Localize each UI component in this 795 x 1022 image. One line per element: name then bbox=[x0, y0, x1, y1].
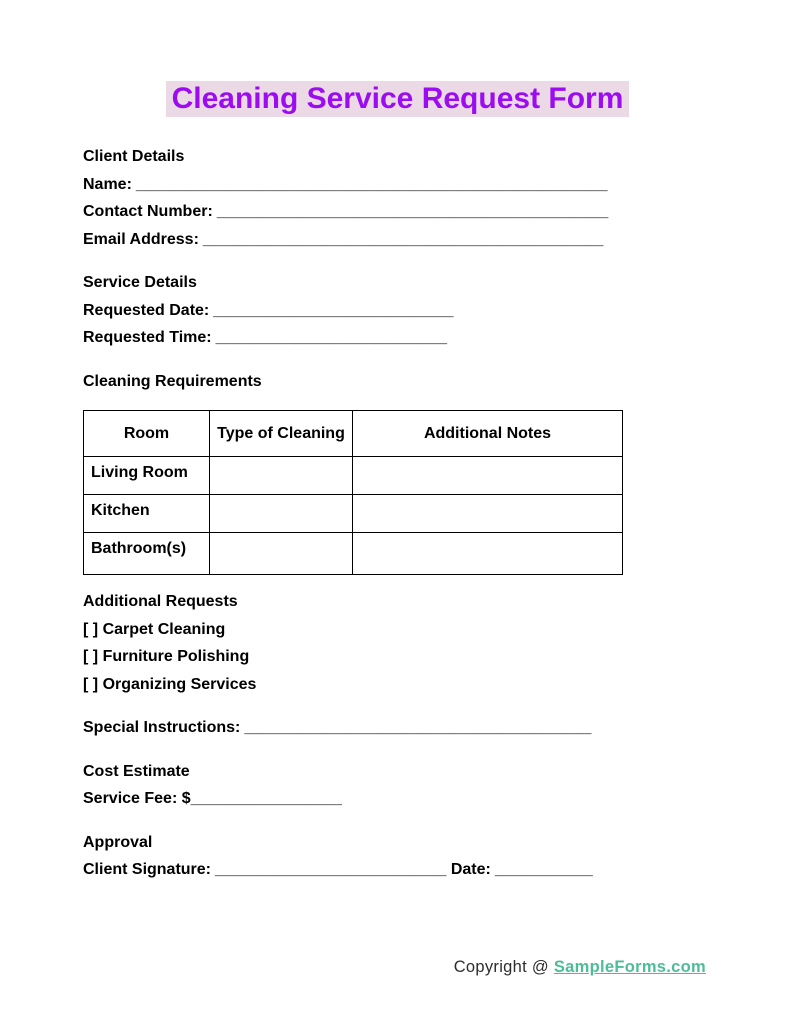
checkbox-option-carpet-cleaning bbox=[83, 616, 712, 644]
service-fee-label: Service Fee: $ bbox=[83, 790, 191, 807]
checkbox-icon: [ ] bbox=[83, 620, 99, 638]
table-row bbox=[84, 533, 623, 575]
service-fee-field bbox=[83, 785, 712, 813]
email-address-label: Email Address: bbox=[83, 230, 199, 248]
checkbox-icon: [ ] bbox=[83, 648, 99, 665]
notes-cell bbox=[353, 457, 623, 495]
column-header-room: Room bbox=[84, 411, 210, 457]
requested-date-label: Requested Date: bbox=[83, 301, 210, 319]
client-signature-field bbox=[83, 856, 712, 884]
column-header-type-of-cleaning: Type of Cleaning bbox=[210, 411, 353, 457]
checkbox-option-organizing-services bbox=[83, 671, 712, 699]
requested-time-label: Requested Time: bbox=[83, 329, 212, 346]
checkbox-option-label: Carpet Cleaning bbox=[102, 620, 226, 638]
contact-number-label: Contact Number: bbox=[83, 203, 213, 220]
client-details-heading: Client Details bbox=[83, 148, 185, 165]
client-details-section bbox=[83, 143, 712, 253]
requested-time-field bbox=[83, 324, 712, 352]
notes-cell bbox=[353, 533, 623, 575]
additional-requests-section bbox=[83, 588, 712, 698]
special-instructions-field bbox=[83, 714, 712, 742]
contact-number-blank-line: ____________________________________________ bbox=[216, 203, 609, 220]
checkbox-option-label: Furniture Polishing bbox=[102, 648, 250, 665]
date-label: Date: bbox=[450, 861, 491, 878]
checkbox-option-label: Organizing Services bbox=[102, 675, 257, 693]
type-cell bbox=[210, 533, 353, 575]
notes-cell bbox=[353, 495, 623, 533]
client-signature-blank-line: __________________________ bbox=[215, 861, 447, 878]
service-details-section bbox=[83, 269, 712, 352]
copyright-text: Copyright @ bbox=[453, 958, 549, 976]
requested-date-blank-line: ___________________________ bbox=[213, 301, 454, 319]
name-field bbox=[83, 171, 712, 199]
title-wrap bbox=[83, 81, 712, 117]
approval-section bbox=[83, 829, 712, 884]
special-instructions-section bbox=[83, 714, 712, 742]
email-address-field bbox=[83, 226, 712, 254]
room-cell-kitchen: Kitchen bbox=[84, 495, 210, 533]
table-row bbox=[84, 495, 623, 533]
sampleforms-link[interactable]: SampleForms.com bbox=[553, 958, 706, 976]
type-cell bbox=[210, 457, 353, 495]
date-blank-line: ___________ bbox=[494, 861, 593, 878]
special-instructions-blank-line: _______________________________________ bbox=[244, 719, 592, 736]
cleaning-requirements-table bbox=[83, 410, 623, 575]
email-address-blank-line: _____________________________________________ bbox=[202, 230, 604, 248]
special-instructions-label: Special Instructions: bbox=[83, 719, 241, 736]
document-content bbox=[0, 81, 795, 884]
cost-estimate-section bbox=[83, 758, 712, 813]
type-cell bbox=[210, 495, 353, 533]
contact-number-field bbox=[83, 198, 712, 226]
cleaning-requirements-heading: Cleaning Requirements bbox=[83, 372, 262, 390]
approval-heading: Approval bbox=[83, 833, 153, 851]
cost-estimate-heading: Cost Estimate bbox=[83, 762, 190, 780]
name-label: Name: bbox=[83, 175, 132, 193]
room-cell-living-room: Living Room bbox=[84, 457, 210, 495]
column-header-additional-notes: Additional Notes bbox=[353, 411, 623, 457]
service-fee-blank-line: _________________ bbox=[190, 790, 342, 807]
table-row bbox=[84, 457, 623, 495]
cleaning-requirements-section bbox=[83, 368, 712, 396]
additional-requests-heading: Additional Requests bbox=[83, 593, 238, 610]
checkbox-option-furniture-polishing bbox=[83, 643, 712, 671]
footer bbox=[454, 958, 706, 977]
name-blank-line: _____________________________________________________ bbox=[135, 175, 608, 193]
requested-date-field bbox=[83, 297, 712, 325]
requested-time-blank-line: __________________________ bbox=[215, 329, 447, 346]
checkbox-icon: [ ] bbox=[83, 675, 99, 693]
table-header-row bbox=[84, 411, 623, 457]
service-details-heading: Service Details bbox=[83, 274, 197, 291]
page-title: Cleaning Service Request Form bbox=[166, 81, 630, 117]
room-cell-bathrooms: Bathroom(s) bbox=[84, 533, 210, 575]
client-signature-label: Client Signature: bbox=[83, 861, 212, 878]
